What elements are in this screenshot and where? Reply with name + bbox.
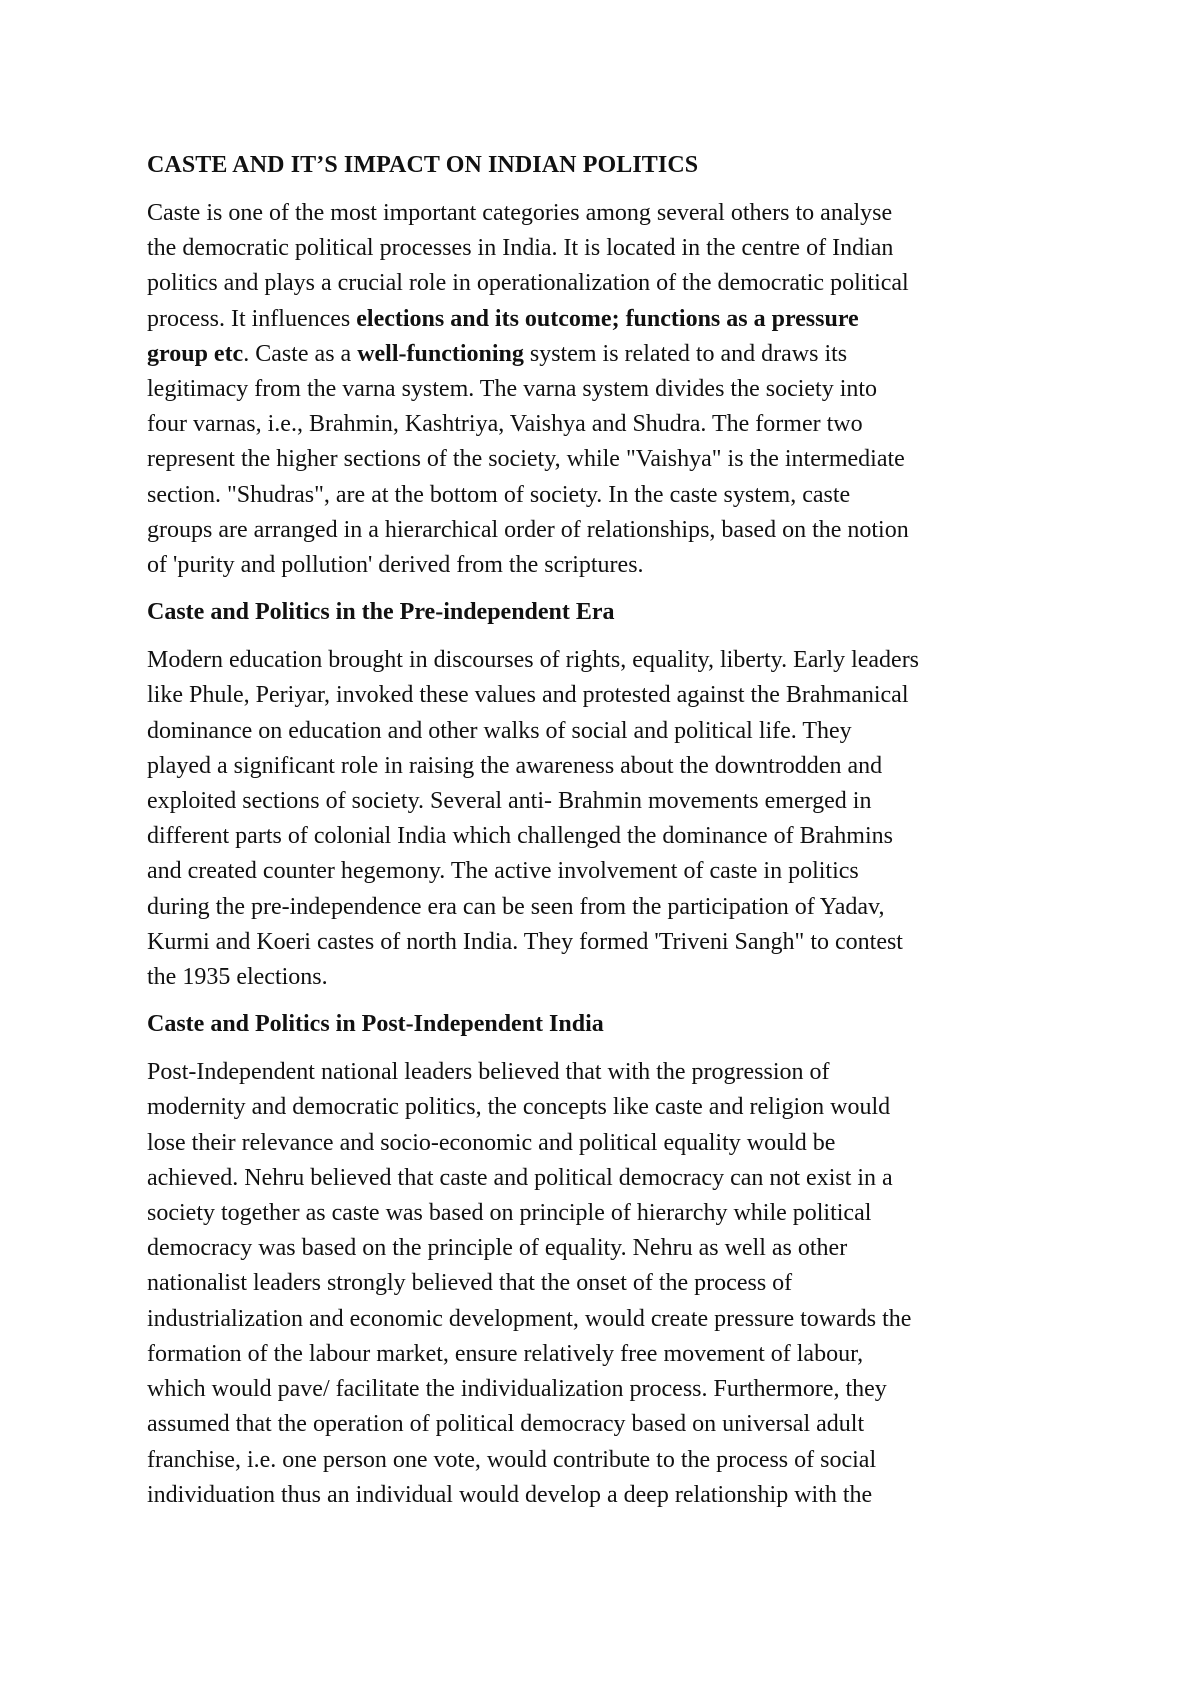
document-page xyxy=(147,148,1067,1513)
text-line: individuation thus an individual would develop a deep relationship with the xyxy=(147,1481,873,1508)
paragraph-pre-independent xyxy=(147,643,1067,995)
text-line: formation of the labour market, ensure relatively free movement of labour, xyxy=(147,1340,864,1367)
text-line: industrialization and economic development, would create pressure towards the xyxy=(147,1305,912,1332)
text-line: Kurmi and Koeri castes of north India. They formed 'Triveni Sangh" to contest xyxy=(147,928,903,955)
text-line: exploited sections of society. Several anti- Brahmin movements emerged in xyxy=(147,788,872,815)
text-segment: process. It influences xyxy=(147,305,357,332)
text-line: four varnas, i.e., Brahmin, Kashtriya, Vaishya and Shudra. The former two xyxy=(147,411,863,438)
text-line: which would pave/ facilitate the individualization process. Furthermore, they xyxy=(147,1376,887,1403)
text-line: society together as caste was based on principle of hierarchy while political xyxy=(147,1200,872,1227)
text-segment: system is related to and draws its xyxy=(523,340,848,367)
paragraph-post-independent xyxy=(147,1055,1067,1513)
text-line: and created counter hegemony. The active involvement of caste in politics xyxy=(147,858,859,885)
document-title: CASTE AND IT’S IMPACT ON INDIAN POLITICS xyxy=(147,152,699,178)
text-line: franchise, i.e. one person one vote, would contribute to the process of social xyxy=(147,1446,877,1473)
text-line: dominance on education and other walks of social and political life. They xyxy=(147,717,852,744)
text-line: politics and plays a crucial role in operationalization of the democratic political xyxy=(147,270,909,297)
text-line: assumed that the operation of political democracy based on universal adult xyxy=(147,1411,865,1438)
bold-text: group etc xyxy=(147,340,244,367)
text-line: achieved. Nehru believed that caste and political democracy can not exist in a xyxy=(147,1164,893,1191)
text-line: Post-Independent national leaders believed that with the progression of xyxy=(147,1059,830,1086)
text-line xyxy=(147,302,1067,337)
text-line: section. "Shudras", are at the bottom of society. In the caste system, caste xyxy=(147,481,851,508)
text-line: played a significant role in raising the awareness about the downtrodden and xyxy=(147,752,883,779)
text-line: modernity and democratic politics, the concepts like caste and religion would xyxy=(147,1094,891,1121)
text-segment: . Caste as a xyxy=(243,340,358,367)
text-line: nationalist leaders strongly believed that the onset of the process of xyxy=(147,1270,793,1297)
text-line: different parts of colonial India which challenged the dominance of Brahmins xyxy=(147,823,893,850)
text-line: the democratic political processes in India. It is located in the centre of Indian xyxy=(147,235,894,262)
text-line: democracy was based on the principle of equality. Nehru as well as other xyxy=(147,1235,848,1262)
text-line xyxy=(147,337,1067,372)
text-line: represent the higher sections of the society, while "Vaishya" is the intermediate xyxy=(147,446,905,473)
text-line: during the pre-independence era can be seen from the participation of Yadav, xyxy=(147,893,885,920)
text-line: the 1935 elections. xyxy=(147,964,328,991)
paragraph-intro xyxy=(147,196,1067,583)
text-line: groups are arranged in a hierarchical order of relationships, based on the notion xyxy=(147,516,909,543)
section-heading-pre-independent: Caste and Politics in the Pre-independent Era xyxy=(147,599,615,626)
bold-text: well-functioning xyxy=(357,340,524,367)
text-line: lose their relevance and socio-economic and political equality would be xyxy=(147,1129,836,1156)
text-line: Modern education brought in discourses of rights, equality, liberty. Early leaders xyxy=(147,647,920,674)
section-heading-post-independent: Caste and Politics in Post-Independent India xyxy=(147,1011,604,1038)
text-line: of 'purity and pollution' derived from the scriptures. xyxy=(147,552,644,579)
bold-text: elections and its outcome; functions as a pressure xyxy=(356,305,859,332)
text-line: like Phule, Periyar, invoked these values and protested against the Brahmanical xyxy=(147,682,909,709)
text-line: Caste is one of the most important categories among several others to analyse xyxy=(147,200,893,226)
text-line: legitimacy from the varna system. The varna system divides the society into xyxy=(147,376,878,403)
